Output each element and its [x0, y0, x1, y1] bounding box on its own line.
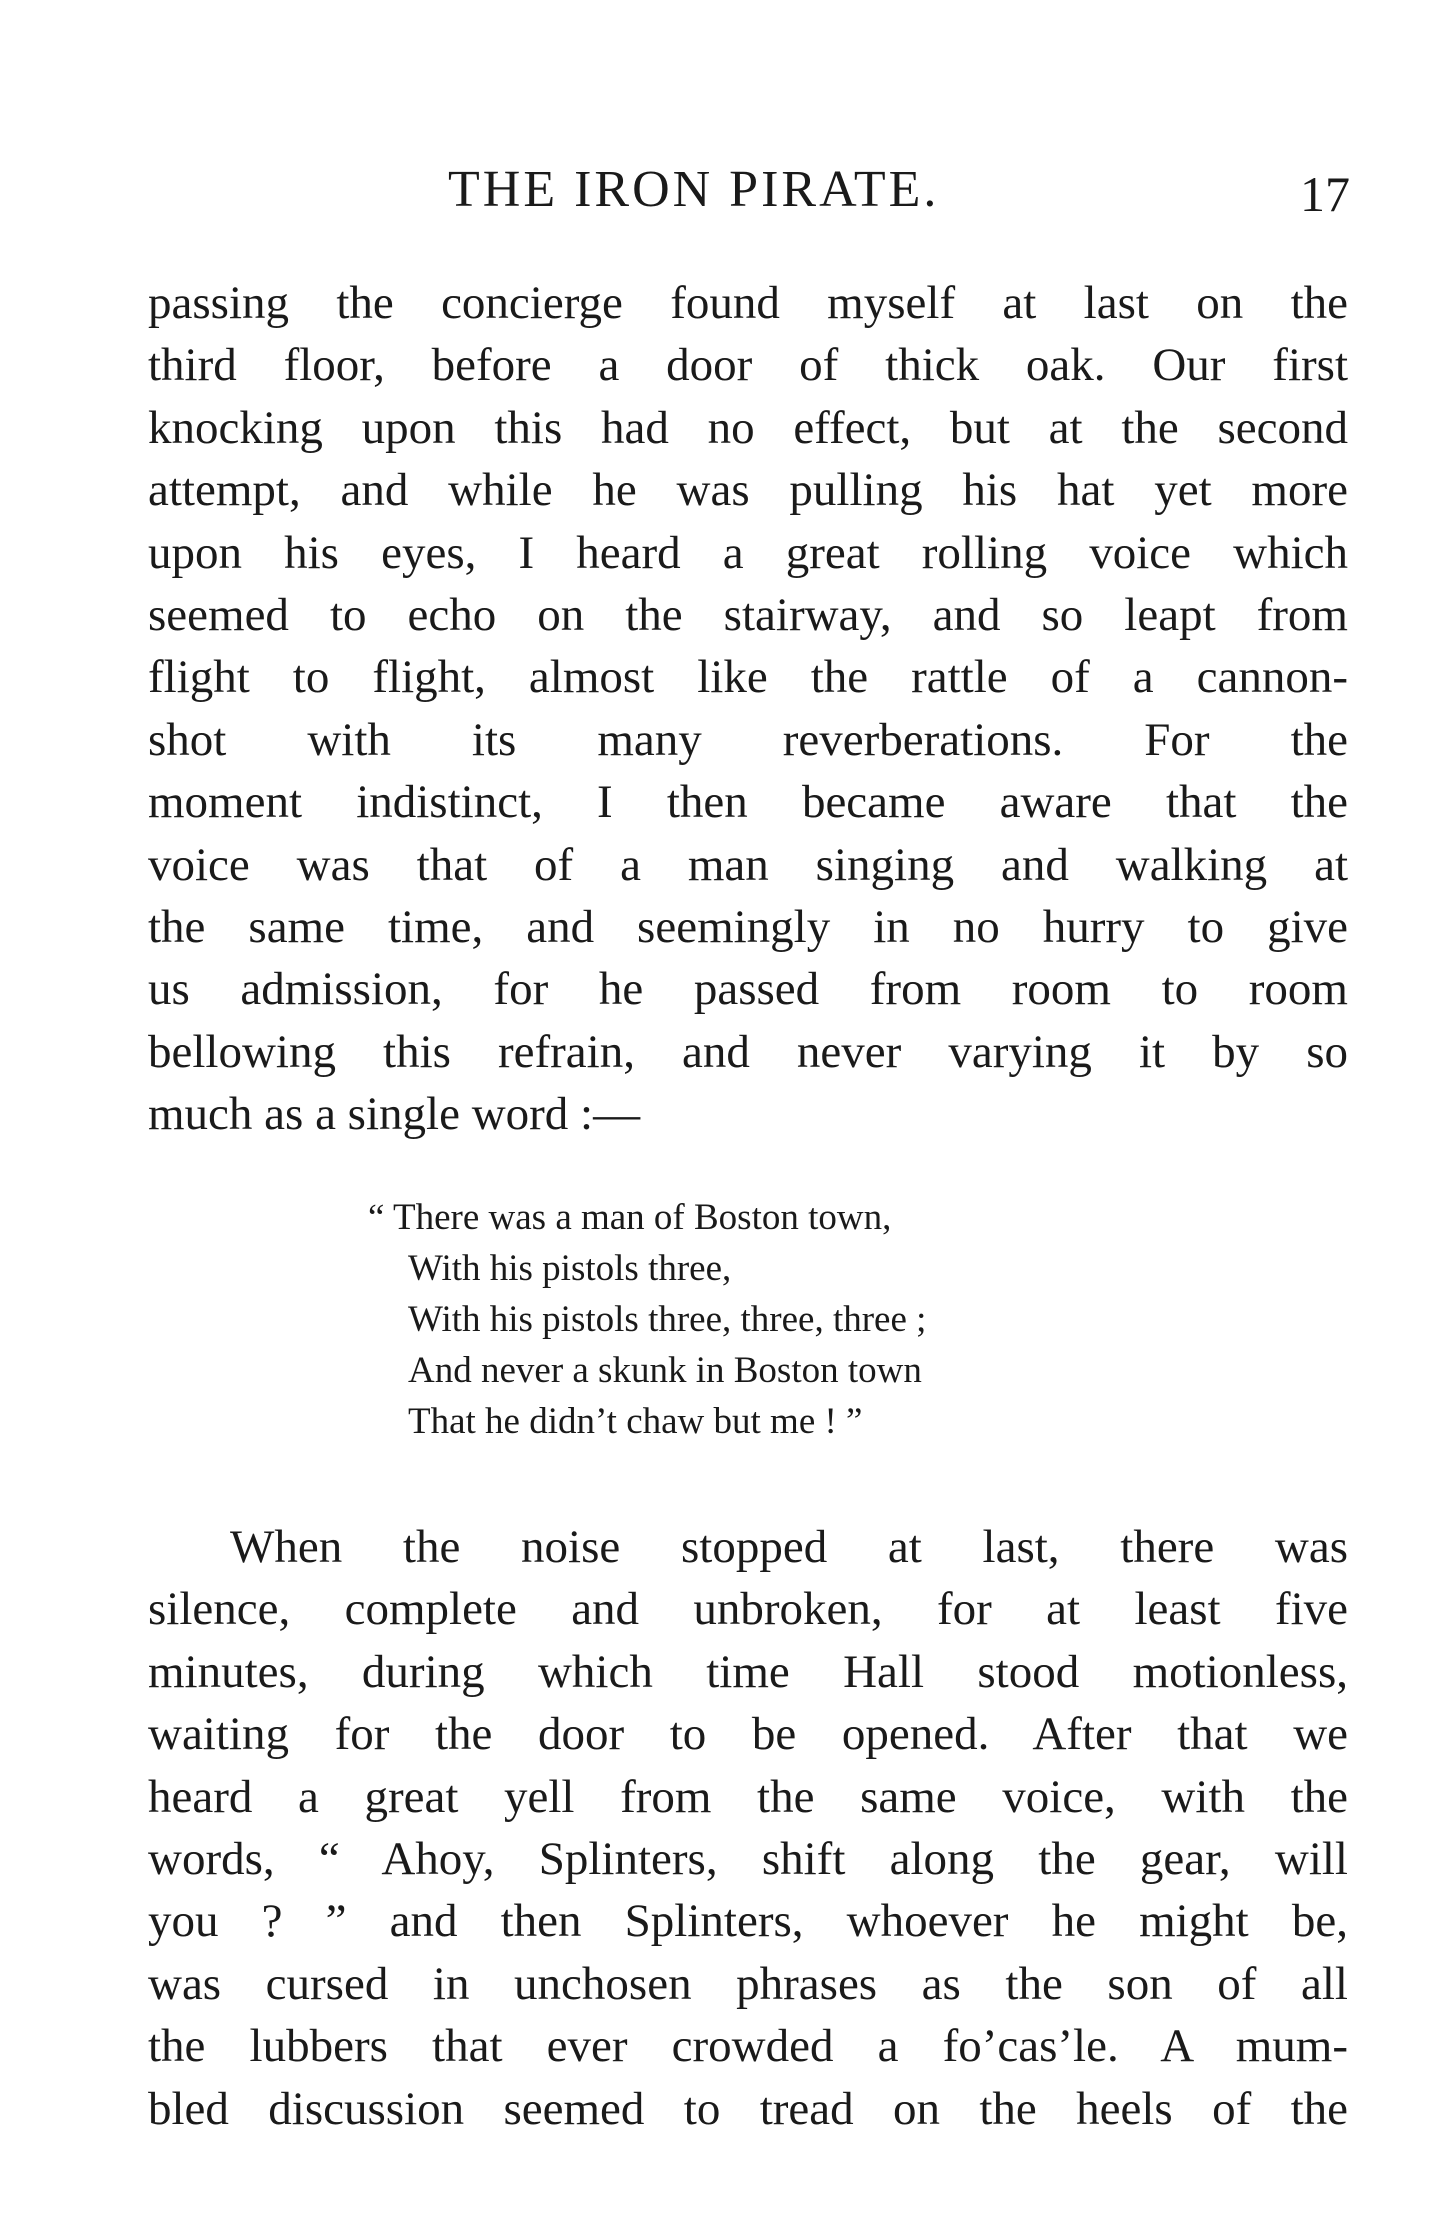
text-line: bled discussion seemed to tread on the heels of the [148, 2082, 1348, 2135]
text-line: words, “ Ahoy, Splinters, shift along the gear, will [148, 1832, 1348, 1885]
text-line: knocking upon this had no effect, but at the second [148, 401, 1348, 454]
text-line: waiting for the door to be opened. After that we [148, 1708, 1348, 1761]
text-line: attempt, and while he was pulling his hat yet more [148, 464, 1348, 517]
verse-line: “ There was a man of Boston town, [368, 1197, 892, 1238]
text-line: the same time, and seemingly in no hurry to give [148, 900, 1348, 953]
verse-line: And never a skunk in Boston town [408, 1350, 922, 1391]
text-line: bellowing this refrain, and never varying it by so [148, 1025, 1348, 1078]
text-line: third floor, before a door of thick oak. Our first [148, 339, 1348, 392]
text-line: passing the concierge found myself at last on the [148, 277, 1348, 329]
text-line: moment indistinct, I then became aware that the [148, 776, 1348, 829]
verse-line: That he didn’t chaw but me ! ” [408, 1401, 863, 1442]
text-line: heard a great yell from the same voice, with the [148, 1770, 1348, 1823]
text-line: seemed to echo on the stairway, and so leapt from [148, 588, 1348, 641]
text-line: you ? ” and then Splinters, whoever he might be, [148, 1895, 1348, 1948]
text-line: upon his eyes, I heard a great rolling voice which [148, 526, 1348, 579]
running-head [0, 160, 1455, 220]
verse-line: With his pistols three, three, three ; [408, 1299, 927, 1340]
text-line: much as a single word :— [148, 1088, 641, 1141]
text-line: us admission, for he passed from room to room [148, 963, 1348, 1016]
text-line: When the noise stopped at last, there was [230, 1521, 1348, 1573]
text-line: flight to flight, almost like the rattle of a cannon- [148, 651, 1348, 704]
verse-line: With his pistols three, [408, 1248, 732, 1289]
verse-quotation [368, 1192, 1128, 1447]
running-title: THE IRON PIRATE. [448, 161, 940, 218]
paragraph-2 [148, 1516, 1348, 2140]
page-number: 17 [1300, 166, 1350, 222]
text-line: the lubbers that ever crowded a fo’cas’le. A mum- [148, 2020, 1348, 2073]
text-line: was cursed in unchosen phrases as the son of all [148, 1957, 1348, 2010]
text-line: minutes, during which time Hall stood motionless, [148, 1645, 1348, 1698]
text-line: shot with its many reverberations. For the [148, 713, 1348, 766]
text-line: voice was that of a man singing and walking at [148, 838, 1348, 891]
paragraph-1 [148, 272, 1348, 1145]
text-line: silence, complete and unbroken, for at least five [148, 1583, 1348, 1636]
